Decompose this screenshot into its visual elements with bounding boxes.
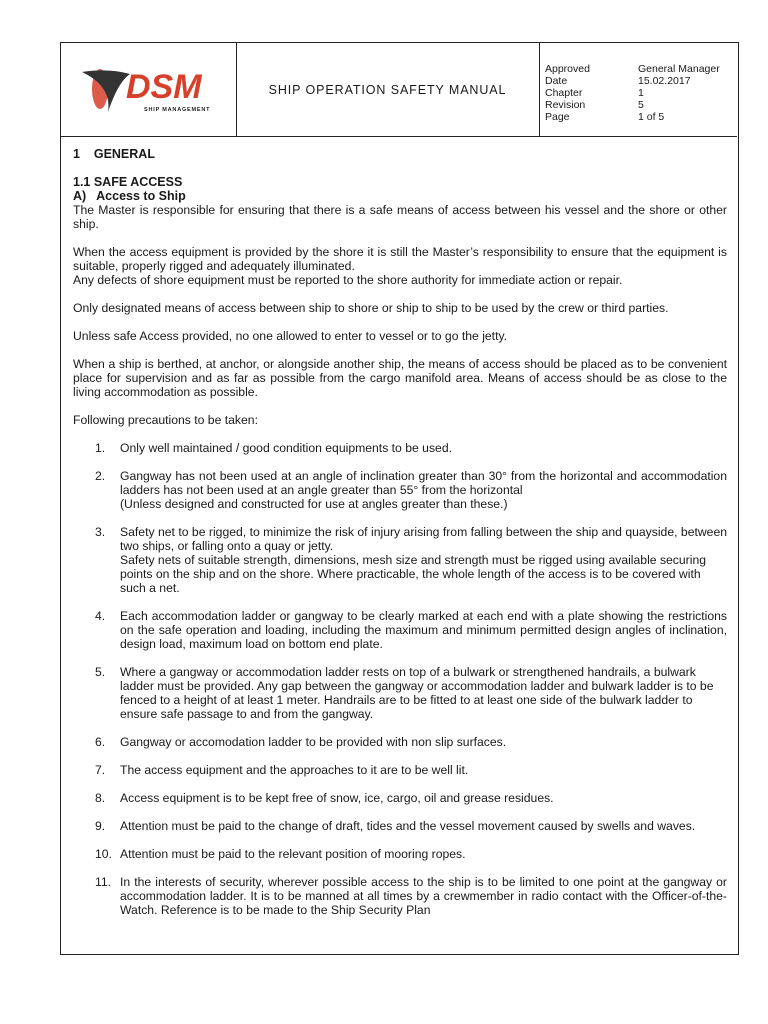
list-item: 9. Attention must be paid to the change of draft, tides and the vessel movement caused by swells and waves. <box>95 819 696 833</box>
list-item: 5. Where a gangway or accommodation ladder rests on top of a bulwark or strengthened handrails, a bulwark ladder must be provided. Any gap between the gangway or accommodation ladder and bulwark ladder is to be fenced to a height of at least 1 meter. Handrails are to be fitted to at least one side of the bulwark ladder to ensure safe passage to and from the gangway. <box>95 665 714 721</box>
list-item: 1. Only well maintained / good condition equipments to be used. <box>95 441 452 455</box>
title-cell <box>236 43 540 136</box>
dsm-logo <box>78 60 218 120</box>
list-item: 3. Safety net to be rigged, to minimize the risk of injury arising from falling between the ship and quayside, between two ships, or falling onto a quay or jetty. Safety nets of suitable strength, dimensions, mesh size and strength must be rigged using available securing points on the ship and on the shore. Where practicable, the whole length of the access is to be covered with such a net. <box>95 525 727 595</box>
section-heading: 1 GENERAL <box>73 147 155 161</box>
list-item: 2. Gangway has not been used at an angle of inclination greater than 30° from the horizontal and accommodation ladders has not been used at an angle greater than 55° from the horizontal (Unless designed and constructed for use at angles greater than these.) <box>95 469 727 511</box>
paragraph: Only designated means of access between ship to shore or ship to ship to be used by the crew or third parties. <box>73 301 669 315</box>
logo-text: DSM <box>126 68 202 106</box>
list-item: 8. Access equipment is to be kept free of snow, ice, cargo, oil and grease residues. <box>95 791 554 805</box>
subsubsection-heading: A) Access to Ship <box>73 189 186 203</box>
list-item: 4. Each accommodation ladder or gangway to be clearly marked at each end with a plate showing the restrictions on the safe operation and loading, including the maximum and minimum permitted design angles of inclination, design load, maximum load on bottom end plate. <box>95 609 727 651</box>
list-item: 11. In the interests of security, wherever possible access to the ship is to be limited to one point at the gangway or accommodation ladder. It is to be manned at all times by a crewmember in radio contact with the Officer-of-the-Watch. Reference is to be made to the Ship Security Plan <box>95 875 727 917</box>
paragraph: When the access equipment is provided by the shore it is still the Master’s responsibility to ensure that the equipment is suitable, properly rigged and adequately illuminated. <box>73 245 727 273</box>
document-body <box>73 147 727 917</box>
paragraph: Following precautions to be taken: <box>73 413 258 427</box>
paragraph: The Master is responsible for ensuring that there is a safe means of access between his vessel and the shore or other ship. <box>73 203 727 231</box>
list-item: 10. Attention must be paid to the relevant position of mooring ropes. <box>95 847 466 861</box>
logo-subtext: SHIP MANAGEMENT <box>144 107 211 113</box>
list-item: 7. The access equipment and the approaches to it are to be well lit. <box>95 763 469 777</box>
list-item: 6. Gangway or accomodation ladder to be provided with non slip surfaces. <box>95 735 507 749</box>
paragraph: When a ship is berthed, at anchor, or alongside another ship, the means of access should be placed as to be convenient place for supervision and as far as possible from the cargo manifold area. Means of access should be as close to the living accommodation as possible. <box>73 357 727 399</box>
logo-cell <box>61 43 237 136</box>
document-meta: Approved General Manager Date 15.02.2017 Chapter 1 Revision 5 Page 1 of 5 <box>545 63 720 123</box>
paragraph: Unless safe Access provided, no one allowed to enter to vessel or to go the jetty. <box>73 329 508 343</box>
paragraph: Any defects of shore equipment must be reported to the shore authority for immediate action or repair. <box>73 273 623 287</box>
document-header <box>61 43 737 137</box>
manual-title: SHIP OPERATION SAFETY MANUAL <box>268 82 507 97</box>
subsection-heading: 1.1 SAFE ACCESS <box>73 175 183 189</box>
document-page <box>60 42 739 955</box>
